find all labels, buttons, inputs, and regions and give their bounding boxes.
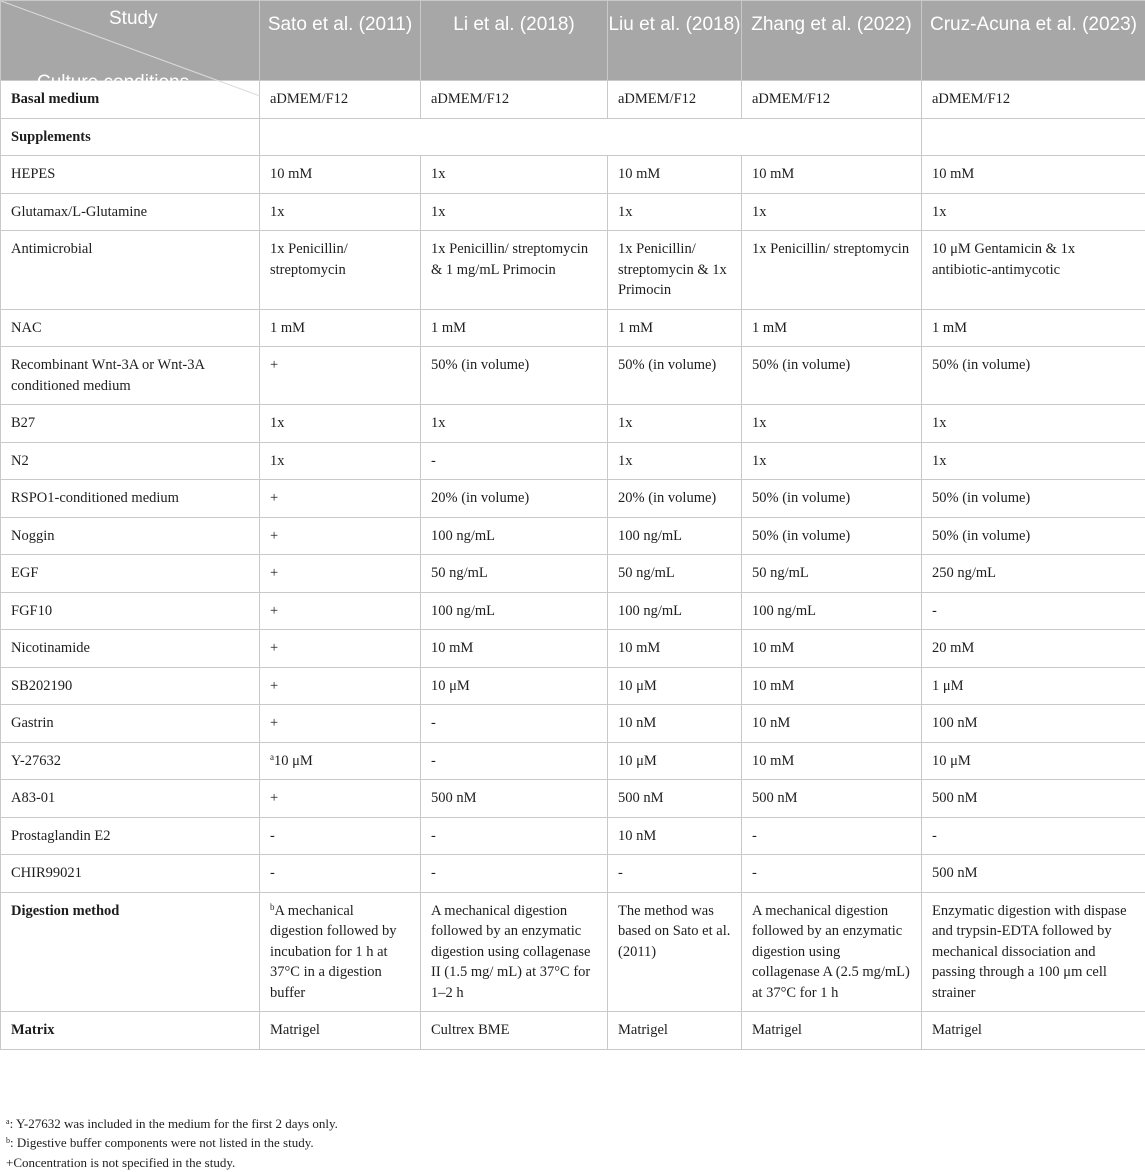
table-cell: 10 nM: [742, 705, 922, 743]
table-row-wnt3a: [1, 347, 1145, 405]
table-cell: 50% (in volume): [922, 347, 1145, 405]
table-cell: -: [922, 817, 1145, 855]
table-cell: $^a$10 μM: [260, 742, 421, 780]
table-cell: 50% (in volume): [742, 480, 922, 518]
table-cell: 1 mM: [742, 309, 922, 347]
table-cell: 1x: [742, 442, 922, 480]
row-label: Y-27632: [1, 742, 260, 780]
table-row-matrix: [1, 1012, 1145, 1050]
table-cell: 500 nM: [922, 855, 1145, 893]
table-cell: 1 mM: [421, 309, 608, 347]
footnote-b: $^b$: Digestive buffer components were not listed in the study.: [6, 1135, 314, 1150]
table-cell: 10 mM: [742, 742, 922, 780]
table-cell: aDMEM/F12: [608, 81, 742, 119]
table-cell: 50 ng/mL: [421, 555, 608, 593]
table-cell: 1x Penicillin/ streptomycin & 1x Primocin: [608, 231, 742, 310]
table-cell: 10 μM: [608, 667, 742, 705]
row-label: Prostaglandin E2: [1, 817, 260, 855]
table-cell: 100 ng/mL: [608, 517, 742, 555]
table-cell: +: [260, 517, 421, 555]
table-cell: 1x: [742, 405, 922, 443]
row-label: Gastrin: [1, 705, 260, 743]
table-cell: 1x: [421, 405, 608, 443]
table-row-y27632: [1, 742, 1145, 780]
table-cell: -: [608, 855, 742, 893]
table-cell: aDMEM/F12: [742, 81, 922, 119]
table-cell: 10 nM: [608, 817, 742, 855]
table-row-nicotinamide: [1, 630, 1145, 668]
table-cell: 10 mM: [922, 156, 1145, 194]
table-cell: 1x: [922, 405, 1145, 443]
header-row: [1, 1, 1145, 81]
table-cell: 100 ng/mL: [421, 592, 608, 630]
row-label: Noggin: [1, 517, 260, 555]
table-cell: $^b$A mechanical digestion followed by incubation for 1 h at 37°C in a digestion buffer: [260, 892, 421, 1012]
table-cell: 1x Penicillin/ streptomycin & 1 mg/mL Primocin: [421, 231, 608, 310]
table-cell: 1x: [922, 442, 1145, 480]
table-cell: 1 mM: [608, 309, 742, 347]
table-cell: 20% (in volume): [608, 480, 742, 518]
table-cell: 50% (in volume): [742, 347, 922, 405]
table-cell: 100 ng/mL: [608, 592, 742, 630]
row-label: FGF10: [1, 592, 260, 630]
row-label: N2: [1, 442, 260, 480]
table-cell: 1x Penicillin/ streptomycin: [742, 231, 922, 310]
row-label: B27: [1, 405, 260, 443]
table-cell: Matrigel: [742, 1012, 922, 1050]
table-cell: A mechanical digestion followed by an enzymatic digestion using collagenase A (2.5 mg/mL) at 37°C for 1 h: [742, 892, 922, 1012]
table-cell: 1x: [922, 193, 1145, 231]
table-cell: 1x: [608, 442, 742, 480]
row-label: CHIR99021: [1, 855, 260, 893]
header-culture-conditions-label: Culture conditions: [37, 72, 190, 93]
table-row-rspo1: [1, 480, 1145, 518]
table-row-digestion-method: [1, 892, 1145, 1012]
table-cell: 500 nM: [742, 780, 922, 818]
table-cell: 1x: [260, 193, 421, 231]
footnote-a: $^a$: Y-27632 was included in the medium for the first 2 days only.: [6, 1116, 338, 1131]
table-cell: 1 μM: [922, 667, 1145, 705]
table-cell: 10 μM: [421, 667, 608, 705]
row-label: Nicotinamide: [1, 630, 260, 668]
table-row-n2: [1, 442, 1145, 480]
table-cell: -: [421, 742, 608, 780]
table-cell: 10 μM: [922, 742, 1145, 780]
table-cell: +: [260, 630, 421, 668]
table-cell: Cultrex BME: [421, 1012, 608, 1050]
table-cell: 50% (in volume): [742, 517, 922, 555]
table-cell: 20% (in volume): [421, 480, 608, 518]
table-cell: 10 mM: [421, 630, 608, 668]
table-cell: +: [260, 592, 421, 630]
header-study-label: Study: [109, 8, 158, 29]
table-cell: -: [260, 817, 421, 855]
table-row-gastrin: [1, 705, 1145, 743]
table-row-prostaglandin-e2: [1, 817, 1145, 855]
table-row-b27: [1, 405, 1145, 443]
table-row-sb202190: [1, 667, 1145, 705]
table-cell: 1x: [608, 405, 742, 443]
table-row-egf: [1, 555, 1145, 593]
table-cell: 1x: [608, 193, 742, 231]
row-label: A83-01: [1, 780, 260, 818]
footnote-marker: b: [270, 901, 275, 912]
table-cell: +: [260, 480, 421, 518]
header-study-li: Li et al. (2018): [421, 1, 608, 81]
table-row-noggin: [1, 517, 1145, 555]
table-cell: 10 nM: [608, 705, 742, 743]
table-cell: 50% (in volume): [922, 517, 1145, 555]
table-cell: +: [260, 705, 421, 743]
table-cell: 10 mM: [608, 630, 742, 668]
table-cell: 500 nM: [608, 780, 742, 818]
row-label: HEPES: [1, 156, 260, 194]
table-cell: 1 mM: [260, 309, 421, 347]
table-cell: -: [260, 855, 421, 893]
table-cell: +: [260, 667, 421, 705]
table-cell: 10 μM Gentamicin & 1x antibiotic-antimycotic: [922, 231, 1145, 310]
footnote-marker: a: [270, 751, 274, 762]
table-cell: 50% (in volume): [922, 480, 1145, 518]
row-label: NAC: [1, 309, 260, 347]
table-cell: 1x: [260, 442, 421, 480]
table-cell: +: [260, 347, 421, 405]
table-cell-empty: [922, 118, 1145, 156]
row-label: RSPO1-conditioned medium: [1, 480, 260, 518]
table-cell: Enzymatic digestion with dispase and trypsin-EDTA followed by mechanical dissociation and passing through a 100 μm cell strainer: [922, 892, 1145, 1012]
header-study-sato: Sato et al. (2011): [260, 1, 421, 81]
table-cell: 10 μM: [608, 742, 742, 780]
table-cell: 50% (in volume): [608, 347, 742, 405]
table-cell: Matrigel: [608, 1012, 742, 1050]
row-label: Antimicrobial: [1, 231, 260, 310]
table-cell: 10 mM: [260, 156, 421, 194]
table-cell: -: [922, 592, 1145, 630]
table-row-antimicrobial: [1, 231, 1145, 310]
row-label: Glutamax/L-Glutamine: [1, 193, 260, 231]
table-cell: aDMEM/F12: [421, 81, 608, 119]
table-cell: 500 nM: [922, 780, 1145, 818]
header-study-zhang: Zhang et al. (2022): [742, 1, 922, 81]
table-row-a8301: [1, 780, 1145, 818]
table-cell: -: [421, 817, 608, 855]
table-cell: 50 ng/mL: [742, 555, 922, 593]
table-cell: -: [742, 817, 922, 855]
table-cell: 50% (in volume): [421, 347, 608, 405]
table-cell: aDMEM/F12: [922, 81, 1145, 119]
header-corner-cell: [1, 1, 260, 93]
table-cell: -: [421, 855, 608, 893]
table-cell: -: [742, 855, 922, 893]
table-cell: 1x: [742, 193, 922, 231]
row-label: Recombinant Wnt-3A or Wnt-3A conditioned medium: [1, 347, 260, 405]
table-cell: A mechanical digestion followed by an enzymatic digestion using collagenase II (1.5 mg/ mL) at 37°C for 1–2 h: [421, 892, 608, 1012]
table-cell: 1x: [260, 405, 421, 443]
table-cell: +: [260, 780, 421, 818]
table-cell: 10 mM: [742, 156, 922, 194]
table-cell: 10 mM: [742, 630, 922, 668]
table-cell: +: [260, 555, 421, 593]
header-study-liu: Liu et al. (2018): [608, 1, 742, 81]
table-row-fgf10: [1, 592, 1145, 630]
row-label: Supplements: [1, 118, 260, 156]
table-cell: 1 mM: [922, 309, 1145, 347]
table-cell: aDMEM/F12: [260, 81, 421, 119]
row-label: SB202190: [1, 667, 260, 705]
table-cell: The method was based on Sato et al. (2011): [608, 892, 742, 1012]
table-cell: 100 ng/mL: [421, 517, 608, 555]
row-label: Digestion method: [1, 892, 260, 1012]
table-cell: 10 mM: [608, 156, 742, 194]
header-study-cruz-acuna: Cruz-Acuna et al. (2023): [922, 1, 1145, 81]
table-row-chir99021: [1, 855, 1145, 893]
table-cell: 100 nM: [922, 705, 1145, 743]
table-cell: 250 ng/mL: [922, 555, 1145, 593]
row-label: EGF: [1, 555, 260, 593]
table-cell: 1x Penicillin/ streptomycin: [260, 231, 421, 310]
table-cell: 100 ng/mL: [742, 592, 922, 630]
table-row-hepes: [1, 156, 1145, 194]
table-row-supplements: [1, 118, 1145, 156]
table-cell: Matrigel: [260, 1012, 421, 1050]
table-row-nac: [1, 309, 1145, 347]
table-cell: Matrigel: [922, 1012, 1145, 1050]
table-cell: -: [421, 705, 608, 743]
table-cell: 20 mM: [922, 630, 1145, 668]
table-cell: 1x: [421, 193, 608, 231]
row-label: Matrix: [1, 1012, 260, 1050]
table-cell: 500 nM: [421, 780, 608, 818]
table-cell-empty: [260, 118, 922, 156]
table-cell: 10 mM: [742, 667, 922, 705]
table-cell: -: [421, 442, 608, 480]
table-cell: 1x: [421, 156, 608, 194]
row-label: Basal medium: [1, 81, 260, 119]
table-row-glutamax: [1, 193, 1145, 231]
table-cell: 50 ng/mL: [608, 555, 742, 593]
footnote-plus: +Concentration is not specified in the study.: [6, 1155, 236, 1170]
